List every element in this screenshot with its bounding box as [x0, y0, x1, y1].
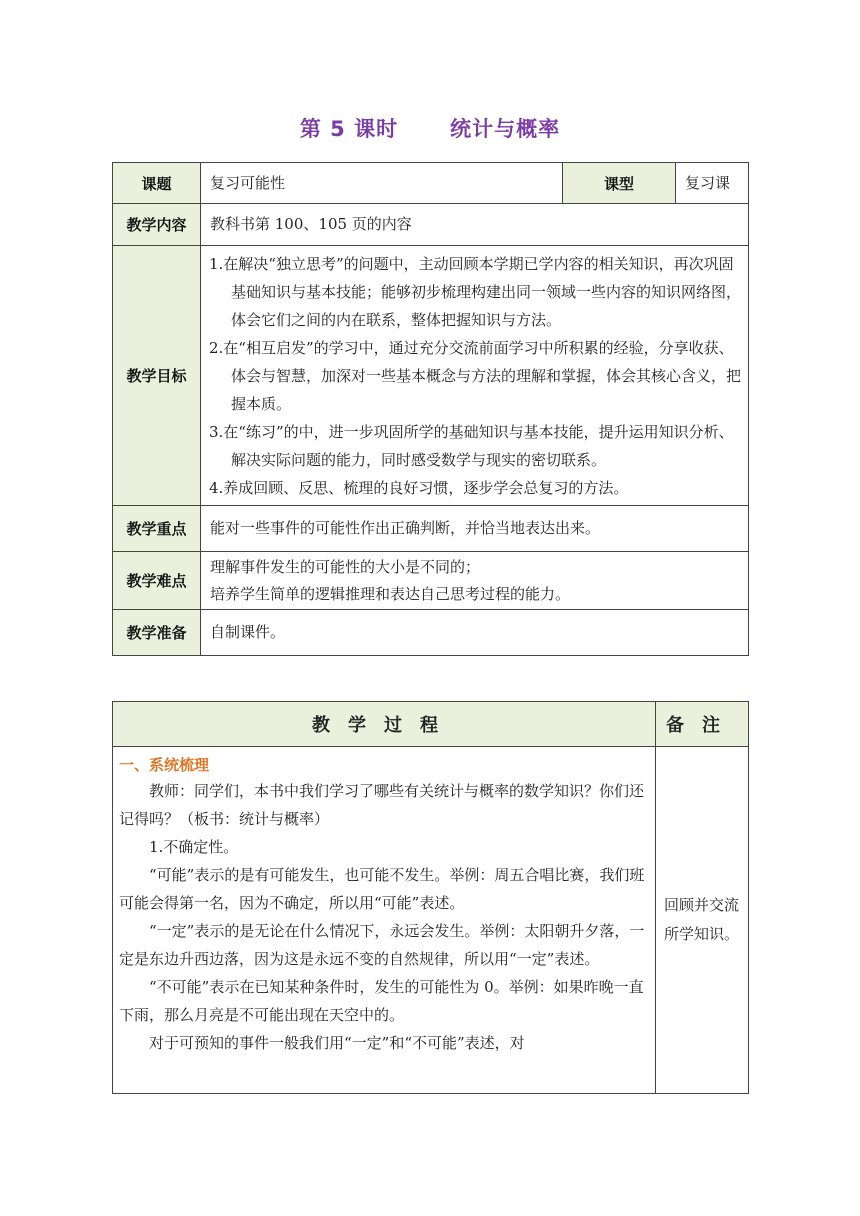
- page-title: [0, 113, 860, 143]
- goal-item: 1.在解决“独立思考”的问题中，主动回顾本学期已学内容的相关知识，再次巩固基础知识与基本技能；能够初步梳理构建出同一领域一些内容的知识网络图，体会它们之间的内在联系，整体把握知识与方法。: [209, 254, 742, 329]
- process-body-row: [113, 747, 749, 1094]
- lesson-topic: 统计与概率: [450, 117, 561, 141]
- content-value: 教科书第 100、105 页的内容: [201, 204, 749, 246]
- section-heading: 一、系统梳理: [119, 756, 210, 774]
- paragraph: “一定”表示的是无论在什么情况下，永远会发生。举例：太阳朝升夕落，一定是东边升西边落，因为这是永远不变的自然规律，所以用“一定”表述。: [119, 922, 645, 968]
- prep-label: 教学准备: [113, 610, 201, 656]
- process-note: 回顾并交流所学知识。: [656, 747, 749, 1094]
- process-header: 教学过程: [113, 702, 656, 747]
- lesson-info-table: [112, 162, 749, 656]
- row-content: [113, 204, 749, 246]
- key-value: 能对一些事件的可能性作出正确判断，并恰当地表达出来。: [201, 506, 749, 552]
- difficulty-line: 理解事件发生的可能性的大小是不同的；: [210, 557, 481, 576]
- prep-value: 自制课件。: [201, 610, 749, 656]
- goals-label: 教学目标: [113, 246, 201, 506]
- row-prep: [113, 610, 749, 656]
- paragraph: 对于可预知的事件一般我们用“一定”和“不可能”表述，对: [149, 1034, 525, 1052]
- row-goals: [113, 246, 749, 506]
- key-label: 教学重点: [113, 506, 201, 552]
- goal-item: 3.在“练习”的中，进一步巩固所学的基础知识与基本技能，提升运用知识分析、解决实际问题的能力，同时感受数学与现实的密切联系。: [209, 422, 734, 469]
- paragraph: “可能”表示的是有可能发生，也可能不发生。举例：周五合唱比赛，我们班可能会得第一名，因为不确定，所以用“可能”表述。: [119, 866, 645, 912]
- process-header-row: [113, 702, 749, 747]
- goal-item: 4.养成回顾、反思、梳理的良好习惯，逐步学会总复习的方法。: [209, 478, 629, 497]
- row-difficulty: [113, 552, 749, 610]
- type-value: 复习课: [676, 163, 749, 204]
- process-content: [113, 747, 656, 1094]
- difficulty-label: 教学难点: [113, 552, 201, 610]
- notes-header: 备注: [656, 702, 749, 747]
- content-label: 教学内容: [113, 204, 201, 246]
- topic-value: 复习可能性: [201, 163, 563, 204]
- topic-label: 课题: [113, 163, 201, 204]
- difficulty-line: 培养学生简单的逻辑推理和表达自己思考过程的能力。: [210, 584, 571, 603]
- row-key: [113, 506, 749, 552]
- type-label: 课型: [563, 163, 676, 204]
- process-table: [112, 701, 749, 1094]
- paragraph: 1.不确定性。: [149, 838, 239, 856]
- paragraph: 教师：同学们，本书中我们学习了哪些有关统计与概率的数学知识？你们还记得吗？（板书：统计与概率）: [119, 782, 645, 828]
- goals-list: [201, 246, 749, 506]
- row-topic: [113, 163, 749, 204]
- difficulty-value: [201, 552, 749, 610]
- goal-item: 2.在“相互启发”的学习中，通过充分交流前面学习中所积累的经验，分享收获、体会与智慧，加深对一些基本概念与方法的理解和掌握，体会其核心含义，把握本质。: [209, 338, 742, 413]
- paragraph: “不可能”表示在已知某种条件时，发生的可能性为 0。举例：如果昨晚一直下雨，那么月亮是不可能出现在天空中的。: [119, 978, 644, 1024]
- lesson-number: 第 5 课时: [299, 117, 399, 141]
